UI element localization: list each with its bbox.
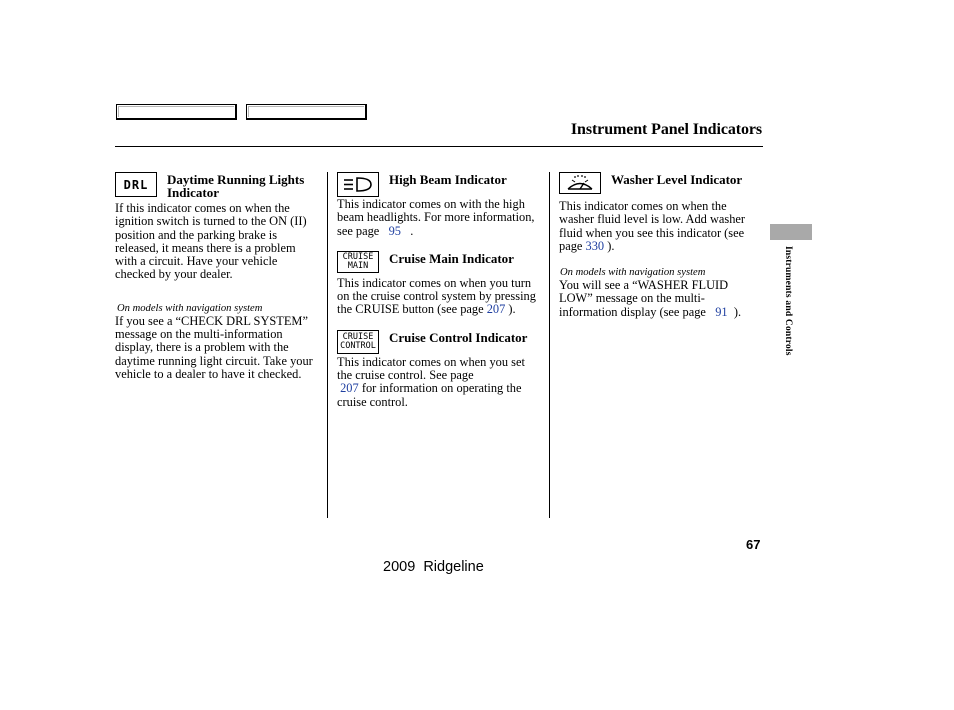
high-beam-body: This indicator comes on with the high beam headlights. For more information, see page 95 . xyxy=(337,197,535,238)
cruise-main-page-link[interactable]: 207 xyxy=(486,302,506,317)
washer-body: This indicator comes on when the washer fluid level is low. Add washer fluid when you see this indicator (see page 330 ). xyxy=(559,199,746,253)
high-beam-svg xyxy=(341,176,375,193)
footer-model: 2009 Ridgeline xyxy=(383,559,484,575)
drl-nav-body: If you see a “CHECK DRL SYSTEM” message on the multi-information display, there is a problem with the daytime running light circuit. Take your vehicle to a dealer to have it checked. xyxy=(115,313,313,381)
title-divider xyxy=(115,146,763,147)
index-nav-button[interactable] xyxy=(246,104,367,120)
drl-header xyxy=(115,172,319,199)
washer-title: Washer Level Indicator xyxy=(611,172,743,187)
washer-page-link[interactable]: 330 xyxy=(585,238,605,253)
cruise-main-title: Cruise Main Indicator xyxy=(389,250,514,266)
chapter-tab[interactable] xyxy=(770,224,812,240)
high-beam-page-link[interactable]: 95 xyxy=(388,223,401,238)
washer-nav-body: You will see a “WASHER FLUID LOW” message on the multi-information display (see page 91 ). xyxy=(559,278,742,319)
column-right xyxy=(559,172,763,319)
drl-nav-note: On models with navigation system xyxy=(117,302,263,314)
contents-nav-button[interactable] xyxy=(116,104,237,120)
high-beam-header xyxy=(337,172,543,197)
washer-nav-page-link[interactable]: 91 xyxy=(715,304,728,319)
page-number: 67 xyxy=(746,537,761,552)
cruise-control-body: This indicator comes on when you set the cruise control. See page 207 for information on operating the cruise control. xyxy=(337,354,525,409)
column-divider-1 xyxy=(327,172,328,518)
column-left xyxy=(115,172,319,381)
chapter-tab-label: Instruments and Controls xyxy=(783,246,793,356)
high-beam-icon xyxy=(337,172,379,197)
drl-indicator-icon: DRL xyxy=(115,172,157,197)
cruise-control-title: Cruise Control Indicator xyxy=(389,329,528,345)
column-middle xyxy=(337,172,543,409)
cruise-main-body: This indicator comes on when you turn on the cruise control system by pressing the CRUISE button (see page 207 ). xyxy=(337,275,536,317)
page-title: Instrument Panel Indicators xyxy=(570,121,762,138)
cruise-control-page-link[interactable]: 207 xyxy=(340,381,359,396)
drl-body: If this indicator comes on when the ignition switch is turned to the ON (II) position and the parking brake is released, it means there is a problem with a circuit. Have your vehicle checked by your dealer. xyxy=(115,201,307,282)
high-beam-title: High Beam Indicator xyxy=(389,172,507,187)
cruise-main-icon: CRUISE MAIN xyxy=(337,251,379,273)
drl-title: Daytime Running Lights Indicator xyxy=(167,172,305,200)
washer-nav-note: On models with navigation system xyxy=(560,267,706,279)
cruise-control-header xyxy=(337,330,543,354)
washer-level-icon xyxy=(559,172,601,194)
washer-svg xyxy=(564,174,596,192)
column-divider-2 xyxy=(549,172,550,518)
cruise-control-icon: CRUISE CONTROL xyxy=(337,330,379,354)
cruise-main-header xyxy=(337,251,543,273)
washer-header xyxy=(559,172,763,194)
